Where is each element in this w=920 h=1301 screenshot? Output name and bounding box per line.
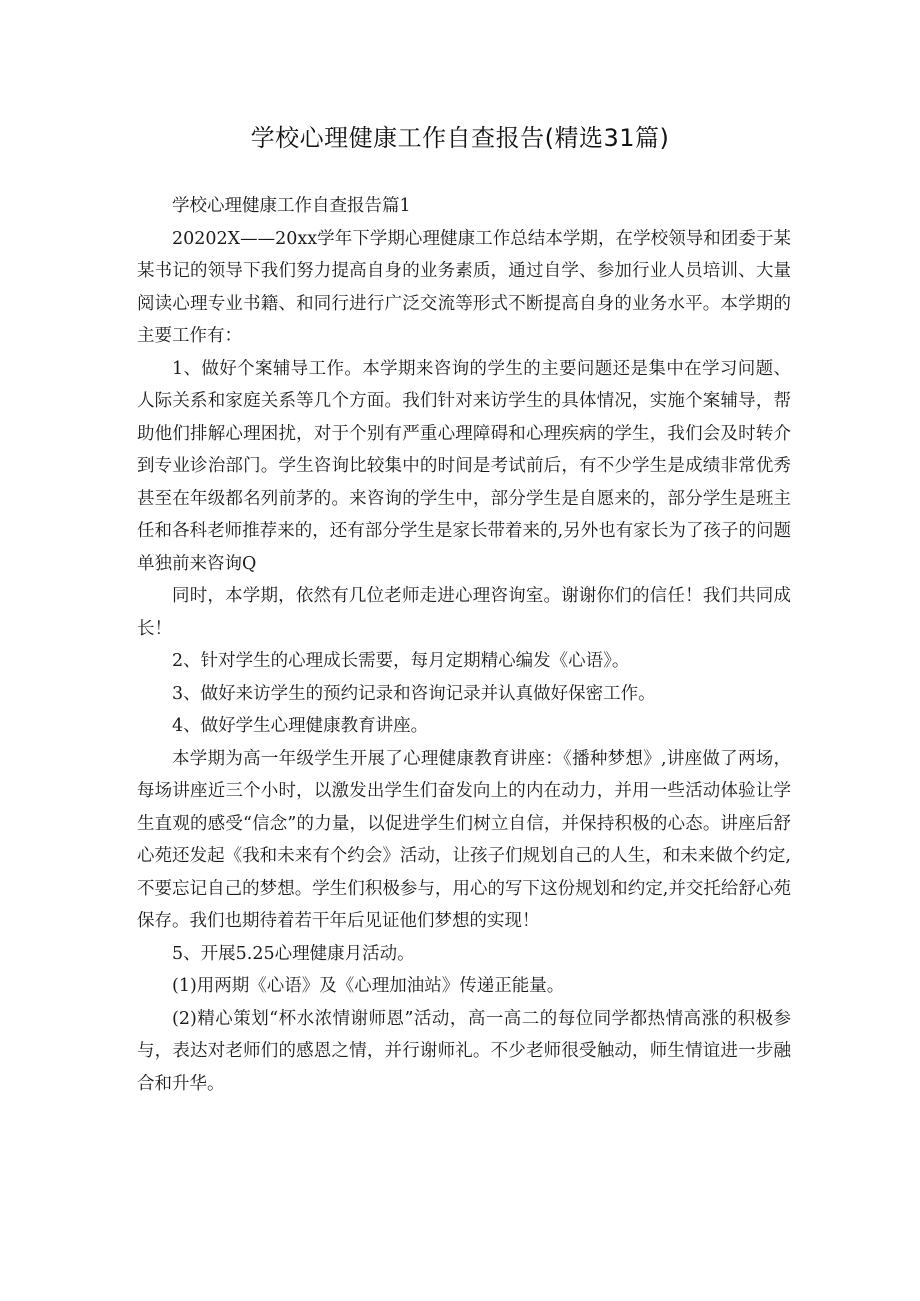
paragraph-item-3: 3、做好来访学生的预约记录和咨询记录并认真做好保密工作。 [172, 683, 656, 704]
section-heading: 学校心理健康工作自查报告篇1 [172, 196, 411, 216]
document-body [137, 190, 791, 1100]
paragraph-item-1: 1、做好个案辅导工作。本学期来咨询的学生的主要问题还是集中在学习问题、人际关系和家庭关系等几个方面。我们针对来访学生的具体情况，实施个案辅导，帮助他们排解心理困扰，对于个别有严重心理障碍和心理疾病的学生，我们会及时转介到专业诊治部门。学生咨询比较集中的时间是考试前后，有不少学生是成绩非常优秀甚至在年级都名列前茅的。来咨询的学生中，部分学生是自愿来的，部分学生是班主任和各科老师推荐来的，还有部分学生是家长带着来的,另外也有家长为了孩子的问题单独前来咨询Q [137, 358, 791, 574]
paragraph-intro: 20202X——20xx学年下学期心理健康工作总结本学期，在学校领导和团委于某某书记的领导下我们努力提高自身的业务素质，通过自学、参加行业人员培训、大量阅读心理专业书籍、和同行进行广泛交流等形式不断提高自身的业务水平。本学期的主要工作有： [137, 228, 791, 346]
paragraph-item-2: 2、针对学生的心理成长需要，每月定期精心编发《心语》。 [172, 651, 630, 671]
paragraph-item-4: 4、做好学生心理健康教育讲座。 [172, 716, 429, 736]
paragraph-sub-2: (2)精心策划“杯水浓情谢师恩”活动，高一高二的每位同学都热情高涨的积极参与，表达对老师们的感恩之情，并行谢师礼。不少老师很受触动，师生情谊进一步融合和升华。 [137, 1008, 791, 1094]
document-title: 学校心理健康工作自查报告(精选31篇) [250, 124, 670, 152]
paragraph-item-5: 5、开展5.25心理健康月活动。 [172, 943, 415, 964]
paragraph-sub-1: (1)用两期《心语》及《心理加油站》传递正能量。 [172, 976, 565, 996]
paragraph-thanks: 同时，本学期，依然有几位老师走进心理咨询室。谢谢你们的信任！我们共同成长！ [137, 586, 791, 639]
paragraph-lecture: 本学期为高一年级学生开展了心理健康教育讲座：《播种梦想》,讲座做了两场，每场讲座近三个小时，以激发出学生们奋发向上的内在动力，并用一些活动体验让学生直观的感受“信念”的力量，以促进学生们树立自信，并保持积极的心态。讲座后舒心苑还发起《我和未来有个约会》活动，让孩子们规划自己的人生，和未来做个约定,不要忘记自己的梦想。学生们积极参与，用心的写下这份规划和约定,并交托给舒心苑保存。我们也期待着若干年后见证他们梦想的实现！ [137, 748, 791, 931]
